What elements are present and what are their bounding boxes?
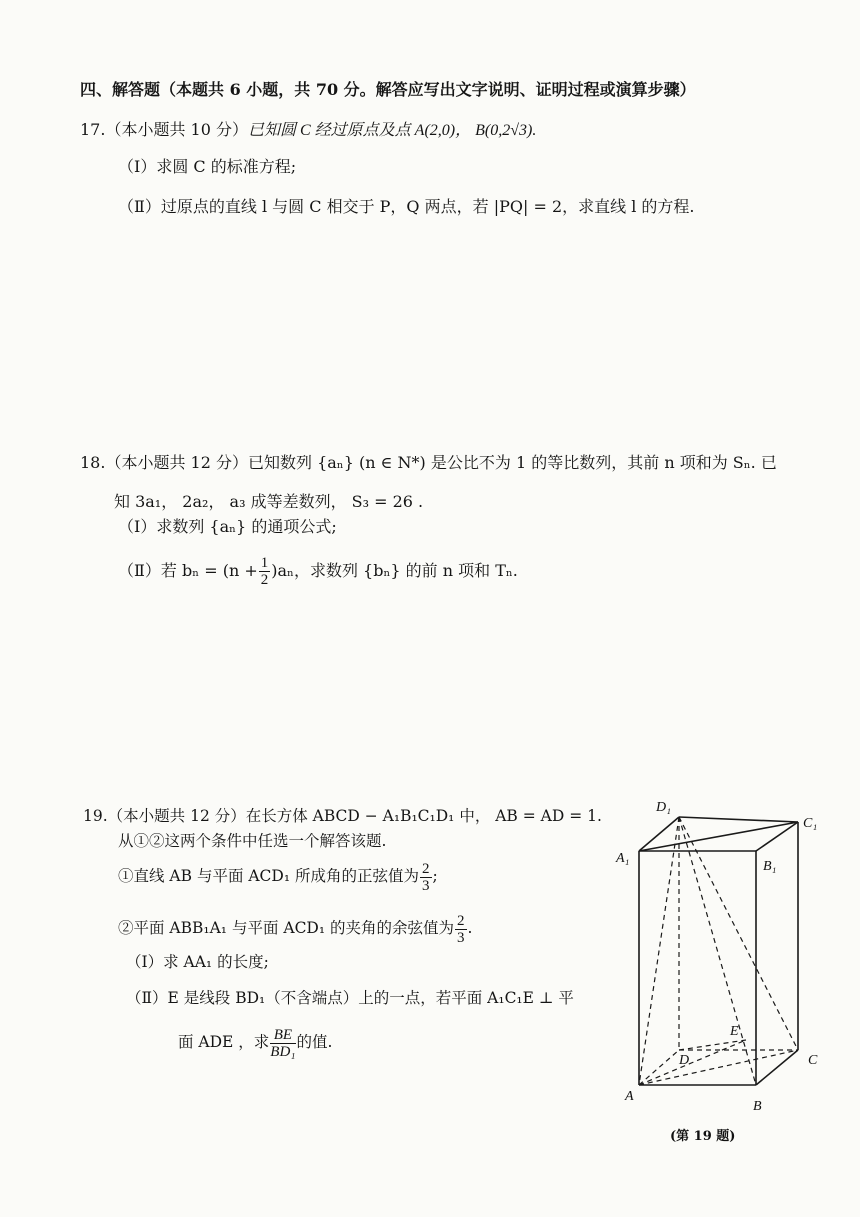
edge-a1-d1 bbox=[639, 817, 679, 851]
q18-stem-line2: 知 3a₁， 2a₂， a₃ 成等差数列， S₃ = 26 . bbox=[114, 492, 424, 511]
q19-cond2-a: ②平面 ABB₁A₁ 与平面 ACD₁ 的夹角的余弦值为 bbox=[118, 919, 454, 937]
label-b1: B₁ bbox=[763, 859, 777, 874]
q19-number: 19. bbox=[83, 807, 108, 825]
cuboid-figure bbox=[606, 788, 826, 1158]
label-d1: D₁ bbox=[656, 800, 671, 815]
diagonal-a-c-hidden bbox=[639, 1050, 798, 1085]
q19-cond2-den: 3 bbox=[457, 929, 465, 946]
q19-condition-2 bbox=[118, 908, 472, 948]
q19-part2-fraction bbox=[270, 1027, 295, 1060]
q18-part2-a: （Ⅱ）若 bₙ = (n + bbox=[118, 561, 258, 580]
segment-d1-c-hidden bbox=[679, 817, 798, 1050]
q18-part2 bbox=[118, 552, 518, 590]
label-a: A bbox=[625, 1089, 634, 1104]
q18-points: （本小题共 12 分） bbox=[105, 453, 248, 472]
q19-part2-den: BD₁ bbox=[270, 1043, 296, 1060]
label-e: E bbox=[730, 1024, 739, 1039]
diagonal-a1-c1 bbox=[639, 822, 798, 851]
label-c: C bbox=[808, 1053, 818, 1068]
q19-condition-1 bbox=[118, 856, 438, 896]
q18-fraction bbox=[259, 555, 271, 588]
segment-a-e-hidden bbox=[639, 1040, 746, 1085]
q19-part2-line2 bbox=[178, 1020, 332, 1064]
q19-stem-1: 在长方体 ABCD − A₁B₁C₁D₁ 中， AB = AD = 1. bbox=[245, 807, 602, 825]
q18-fraction-num: 1 bbox=[260, 555, 269, 571]
q17-number: 17. bbox=[80, 120, 106, 139]
q19-cond2-b: . bbox=[467, 919, 473, 937]
q17-part1: （Ⅰ）求圆 C 的标准方程; bbox=[118, 157, 297, 176]
figure-caption: (第 19 题) bbox=[670, 1129, 736, 1144]
label-c1: C₁ bbox=[803, 816, 818, 831]
q19-stem-line2: 从①②这两个条件中任选一个解答该题. bbox=[118, 832, 387, 850]
q19-points: （本小题共 12 分） bbox=[107, 807, 246, 825]
q19-cond2-num: 2 bbox=[457, 912, 465, 929]
q19-cond1-a: ①直线 AB 与平面 ACD₁ 所成角的正弦值为 bbox=[118, 867, 419, 885]
q18-part1: （Ⅰ）求数列 {aₙ} 的通项公式; bbox=[118, 517, 337, 536]
q18-stem-1: 已知数列 {aₙ} (n ∈ N*) 是公比不为 1 的等比数列，其前 n 项和为 Sₙ. 已 bbox=[248, 453, 777, 472]
q17-part2: （Ⅱ）过原点的直线 l 与圆 C 相交于 P，Q 两点，若 |PQ| = 2，求直线 l 的方程. bbox=[118, 197, 695, 216]
q19-part2-b: 的值. bbox=[296, 1033, 333, 1051]
q19-cond1-b: ; bbox=[432, 867, 438, 885]
q19-part2-a: 面 ADE ，求 bbox=[178, 1033, 270, 1051]
q19-part1: （Ⅰ）求 AA₁ 的长度; bbox=[126, 953, 269, 971]
q17-stem-line bbox=[80, 120, 536, 141]
q17-stem: 已知圆 C 经过原点及点 A(2,0)， B(0,2√3). bbox=[248, 122, 537, 139]
section-title: 四、解答题（本题共 6 小题，共 70 分。解答应写出文字说明、证明过程或演算步骤） bbox=[80, 80, 696, 99]
q19-cond1-den: 3 bbox=[422, 877, 430, 894]
q18-stem-line1 bbox=[80, 453, 777, 473]
q19-part2-num: BE bbox=[270, 1027, 295, 1044]
label-d: D bbox=[679, 1053, 690, 1068]
edge-a-d-hidden bbox=[639, 1050, 679, 1085]
q19-cond1-fraction bbox=[420, 861, 432, 894]
q19-cond1-num: 2 bbox=[422, 860, 430, 877]
q18-number: 18. bbox=[80, 453, 106, 472]
q18-fraction-den: 2 bbox=[260, 572, 269, 588]
q19-stem-line1 bbox=[83, 806, 602, 826]
q19-part2-line1: （Ⅱ）E 是线段 BD₁（不含端点）上的一点，若平面 A₁C₁E ⊥ 平 bbox=[126, 989, 574, 1007]
q18-part2-b: )aₙ，求数列 {bₙ} 的前 n 项和 Tₙ. bbox=[271, 561, 518, 580]
segment-d1-a-hidden bbox=[639, 817, 679, 1085]
q19-cond2-fraction bbox=[455, 913, 467, 946]
segment-d-e-hidden bbox=[679, 1040, 746, 1050]
label-a1: A₁ bbox=[616, 851, 630, 866]
edge-d1-c1 bbox=[679, 817, 798, 822]
label-b: B bbox=[753, 1099, 762, 1114]
q17-points: （本小题共 10 分） bbox=[105, 120, 248, 139]
edge-b-c bbox=[756, 1050, 798, 1085]
